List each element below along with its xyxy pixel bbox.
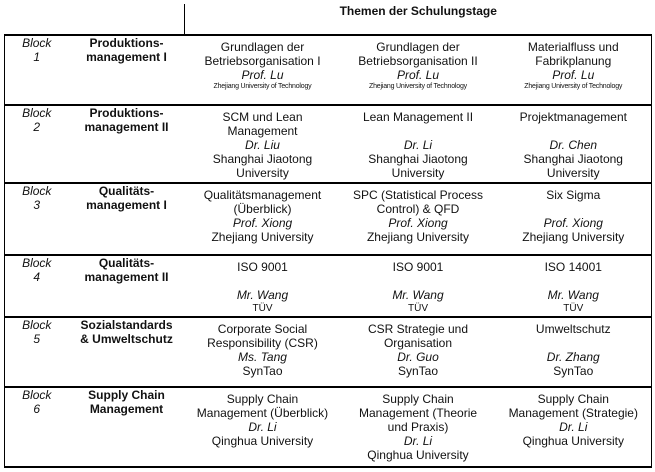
schedule-page [4, 4, 651, 468]
spacer [341, 274, 496, 288]
session-topic-line2: Management (Überblick) [196, 406, 329, 420]
session-lecturer: Dr. Li [403, 434, 433, 448]
session-cell [341, 255, 496, 317]
table-title: Themen der Schulungstage [185, 4, 652, 35]
block-number: 1 [33, 50, 41, 64]
module-cell [69, 105, 185, 183]
module-name-line2: management II [84, 120, 169, 134]
module-name-line1: Produktions- [89, 106, 164, 120]
module-name-line1: Supply Chain [88, 388, 165, 402]
session-topic-line1: Umweltschutz [535, 322, 611, 336]
session-topic-line3: und Praxis) [387, 420, 449, 434]
session-topic-line1: Grundlagen der [376, 40, 460, 54]
session-cell [185, 317, 341, 387]
session-organization: Zhejiang University [211, 230, 314, 244]
session-organization: Zhejiang University [522, 230, 625, 244]
module-name-line2: management I [86, 198, 167, 212]
session-topic-line2: Responsibility (CSR) [207, 336, 318, 350]
session-lecturer: Ms. Tang [238, 350, 287, 364]
block-label-cell [5, 255, 69, 317]
module-cell [69, 317, 185, 387]
session-lecturer: Dr. Liu [245, 138, 280, 152]
block-row [5, 183, 652, 255]
session-lecturer: Mr. Wang [547, 288, 599, 302]
session-topic-line1: SCM und Lean [222, 110, 303, 124]
block-number: 2 [33, 120, 41, 134]
spacer [185, 274, 341, 288]
session-topic-line1: Supply Chain [382, 392, 454, 406]
session-organization: TÜV [408, 303, 428, 314]
session-organization: Qinghua University [211, 434, 314, 448]
session-topic-line2: Management [227, 124, 298, 138]
session-organization: Qinghua University [522, 434, 624, 448]
session-cell [496, 35, 652, 105]
session-topic-line1: CSR Strategie und [367, 322, 469, 336]
module-name-line2: Management [89, 402, 164, 416]
block-row [5, 105, 652, 183]
block-label: Block [22, 256, 52, 270]
spacer [496, 336, 652, 350]
session-organization: Qinghua University [367, 448, 469, 462]
spacer [341, 124, 496, 138]
block-row [5, 35, 652, 105]
session-topic-line2: Betriebsorganisation I [204, 54, 321, 68]
module-cell [69, 183, 185, 255]
session-lecturer: Dr. Li [559, 420, 588, 434]
session-cell [341, 387, 496, 467]
block-number: 5 [33, 332, 41, 346]
session-organization-line2: University [236, 166, 289, 180]
block-label: Block [22, 388, 52, 402]
session-lecturer: Prof. Lu [552, 68, 595, 82]
session-topic-line1: Grundlagen der [220, 40, 305, 54]
session-topic-line2: Control) & QFD [376, 202, 460, 216]
block-label-cell [5, 317, 69, 387]
module-name-line1: Sozialstandards [80, 318, 173, 332]
session-organization: SynTao [397, 364, 439, 378]
session-topic-line1: SPC (Statistical Process [352, 188, 484, 202]
session-topic-line1: Lean Management II [362, 110, 474, 124]
session-organization: SynTao [553, 364, 594, 378]
block-label-cell [5, 105, 69, 183]
session-organization: Zhejiang University [366, 230, 470, 244]
session-cell [341, 35, 496, 105]
module-name-line2: management I [86, 50, 167, 64]
session-organization: SynTao [242, 364, 283, 378]
block-label: Block [22, 184, 52, 198]
block-label-cell [5, 183, 69, 255]
session-topic-line2: (Überblick) [233, 202, 292, 216]
block-row [5, 387, 652, 467]
session-lecturer: Prof. Lu [396, 68, 440, 82]
session-lecturer: Prof. Lu [241, 68, 284, 82]
session-lecturer: Prof. Xiong [388, 216, 448, 230]
session-cell [185, 387, 341, 467]
session-organization: Shanghai Jiaotong [212, 152, 313, 166]
session-organization: TÜV [563, 303, 584, 314]
session-organization: Zhejiang University of Technology [369, 83, 467, 90]
session-topic-line2: Betriebsorganisation II [358, 54, 478, 68]
session-cell [496, 387, 652, 467]
block-label: Block [22, 36, 52, 50]
session-lecturer: Dr. Guo [397, 350, 439, 364]
module-name-line1: Qualitäts- [98, 256, 155, 270]
schedule-body [5, 35, 652, 467]
session-cell [185, 255, 341, 317]
session-lecturer: Mr. Wang [392, 288, 444, 302]
session-topic-line2: Organisation [383, 336, 453, 350]
session-lecturer: Dr. Zhang [546, 350, 600, 364]
module-name-line1: Produktions- [89, 36, 164, 50]
module-cell [69, 35, 185, 105]
session-organization-line2: University [546, 166, 600, 180]
session-topic-line1: Supply Chain [226, 392, 299, 406]
module-cell [69, 255, 185, 317]
session-lecturer: Mr. Wang [236, 288, 289, 302]
spacer [496, 274, 652, 288]
header-blank [5, 4, 185, 35]
session-topic-line1: ISO 14001 [544, 260, 602, 274]
session-lecturer: Dr. Li [403, 138, 433, 152]
session-topic-line2: Management (Theorie [358, 406, 478, 420]
session-organization: Zhejiang University of Technology [213, 83, 312, 90]
session-cell [341, 105, 496, 183]
module-name-line1: Qualitäts- [98, 184, 155, 198]
block-label-cell [5, 387, 69, 467]
session-organization: Shanghai Jiaotong [368, 152, 468, 166]
session-cell [185, 183, 341, 255]
module-name-line2: management II [84, 270, 169, 284]
block-number: 3 [33, 198, 41, 212]
session-lecturer: Prof. Xiong [543, 216, 603, 230]
session-organization: Shanghai Jiaotong [523, 152, 623, 166]
session-organization-line2: University [391, 166, 445, 180]
block-label-cell [5, 35, 69, 105]
session-lecturer: Prof. Xiong [232, 216, 293, 230]
session-topic-line1: Projektmanagement [519, 110, 627, 124]
block-label: Block [22, 318, 52, 332]
block-row [5, 255, 652, 317]
session-topic-line2: Fabrikplanung [535, 54, 612, 68]
session-cell [496, 317, 652, 387]
spacer [496, 124, 652, 138]
spacer [496, 202, 652, 216]
session-topic-line1: Qualitätsmanagement [203, 188, 322, 202]
session-cell [496, 105, 652, 183]
session-organization: Zhejiang University of Technology [524, 83, 623, 90]
session-topic-line1: Materialfluss und [527, 40, 619, 54]
session-topic-line1: Supply Chain [537, 392, 609, 406]
session-topic-line1: ISO 9001 [237, 260, 288, 274]
session-topic-line1: Six Sigma [546, 188, 601, 202]
session-cell [185, 35, 341, 105]
session-cell [185, 105, 341, 183]
session-topic-line2: Management (Strategie) [508, 406, 638, 420]
module-cell [69, 387, 185, 467]
block-number: 6 [33, 402, 41, 416]
session-cell [496, 255, 652, 317]
session-lecturer: Dr. Chen [549, 138, 598, 152]
session-topic-line1: Corporate Social [217, 322, 308, 336]
block-number: 4 [33, 270, 41, 284]
header-row [5, 4, 652, 35]
session-cell [341, 317, 496, 387]
block-label: Block [22, 106, 52, 120]
module-name-line2: & Umweltschutz [80, 332, 173, 346]
session-cell [341, 183, 496, 255]
session-topic-line1: ISO 9001 [392, 260, 444, 274]
block-row [5, 317, 652, 387]
session-organization: TÜV [252, 303, 273, 314]
schedule-table [4, 4, 652, 468]
session-cell [496, 183, 652, 255]
session-lecturer: Dr. Li [248, 420, 277, 434]
